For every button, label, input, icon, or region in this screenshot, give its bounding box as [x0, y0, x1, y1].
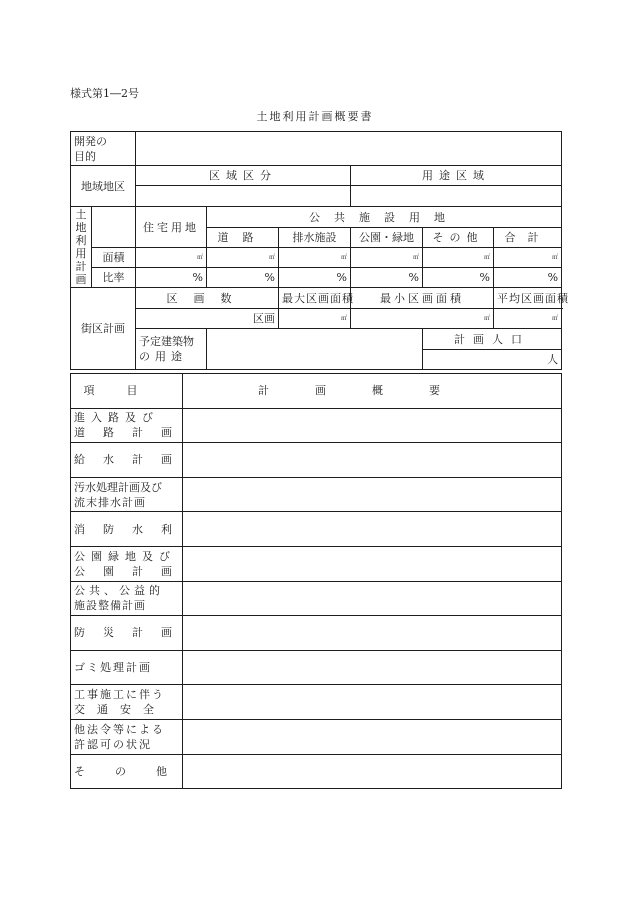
overview-value-cell[interactable] — [183, 443, 562, 478]
use-district-value-cell[interactable] — [351, 186, 562, 207]
drainage-header: 排水施設 — [279, 228, 351, 248]
overview-value-cell[interactable] — [183, 512, 562, 547]
item-label-line: 公園計画 — [74, 564, 190, 578]
overview-value-cell[interactable] — [183, 719, 562, 754]
planned-population-cell[interactable] — [423, 350, 562, 370]
drainage-area-cell[interactable] — [279, 248, 351, 268]
item-header: 項目 — [71, 374, 183, 409]
zone-label: 地域地区 — [71, 166, 136, 207]
purpose-label — [71, 132, 136, 166]
building-use-label — [136, 329, 207, 370]
item-label-line: 公園緑地及び — [74, 549, 176, 563]
avg-area-cell[interactable] — [494, 309, 562, 329]
building-use-line: の用途 — [139, 350, 187, 363]
building-use-line: 予定建築物 — [139, 335, 194, 348]
item-label-line: 汚水処理計画及び — [74, 480, 162, 494]
purpose-value-cell[interactable] — [136, 132, 562, 166]
block-count-header: 区画数 — [136, 288, 279, 309]
public-facility-header: 公共施設用地 — [207, 207, 562, 228]
max-area-cell[interactable] — [279, 309, 351, 329]
sqm-unit: ㎡ — [196, 254, 203, 261]
side-char: 用 — [75, 247, 87, 260]
overview-header: 計画概要 — [183, 374, 562, 409]
item-label — [71, 408, 190, 443]
item-label-line: 許認可の状況 — [74, 737, 152, 751]
sqm-unit: ㎡ — [483, 254, 490, 261]
block-plan-label: 街区計画 — [71, 288, 136, 370]
item-label — [71, 685, 183, 720]
percent-unit: % — [192, 271, 203, 284]
item-label-line: 公共、公益的 — [74, 584, 164, 598]
item-label: その他 — [71, 754, 183, 789]
purpose-label-line: 目的 — [74, 149, 96, 163]
form-number: 様式第1―2号 — [70, 87, 139, 100]
document-title: 土地利用計画概要書 — [256, 110, 374, 123]
min-area-cell[interactable] — [351, 309, 494, 329]
item-label-line: 交通安全 — [74, 703, 166, 717]
overview-value-cell[interactable] — [183, 408, 562, 443]
side-char: 地 — [75, 221, 87, 234]
total-ratio-cell[interactable] — [494, 268, 562, 288]
item-label-line: 他法令等による — [74, 722, 165, 736]
item-label: 消防水利 — [71, 512, 183, 547]
sqm-unit: ㎡ — [483, 315, 490, 322]
percent-unit: % — [547, 271, 559, 284]
road-area-cell[interactable] — [207, 248, 279, 268]
blank-header-cell — [92, 207, 136, 248]
purpose-label-line: 開発の — [74, 134, 107, 148]
residential-area-cell[interactable] — [136, 248, 207, 268]
park-ratio-cell[interactable] — [351, 268, 423, 288]
avg-area-header: 平均区画面積 — [494, 288, 562, 309]
item-label — [71, 477, 183, 512]
sqm-unit: ㎡ — [552, 315, 559, 322]
min-area-header: 最小区画面積 — [351, 288, 494, 309]
item-label: 防災計画 — [71, 616, 183, 651]
total-header: 合計 — [494, 228, 562, 248]
item-label — [71, 719, 183, 754]
residential-ratio-cell[interactable] — [136, 268, 207, 288]
use-district-header: 用途区域 — [351, 166, 562, 186]
item-label — [71, 546, 190, 581]
item-label-line: 進入路及び — [74, 411, 159, 425]
sqm-unit: ㎡ — [340, 254, 347, 261]
other-header: その他 — [423, 228, 494, 248]
overview-value-cell[interactable] — [183, 616, 562, 651]
park-header: 公園・緑地 — [351, 228, 423, 248]
land-use-side-label — [71, 207, 92, 288]
overview-value-cell[interactable] — [183, 477, 562, 512]
road-header: 道路 — [207, 228, 279, 248]
residential-header: 住宅用地 — [136, 207, 207, 248]
sqm-unit: ㎡ — [268, 254, 275, 261]
park-area-cell[interactable] — [351, 248, 423, 268]
side-char: 画 — [75, 273, 87, 286]
block-count-cell[interactable] — [136, 309, 279, 329]
sqm-unit: ㎡ — [412, 254, 419, 261]
item-label-line: 流末排水計画 — [74, 495, 146, 509]
overview-value-cell[interactable] — [183, 685, 562, 720]
block-unit: 区画 — [253, 312, 275, 325]
side-char: 土 — [75, 208, 87, 221]
item-label-line: 施設整備計画 — [74, 599, 146, 613]
drainage-ratio-cell[interactable] — [279, 268, 351, 288]
percent-unit: % — [479, 271, 490, 284]
percent-unit: % — [264, 271, 275, 284]
total-area-cell[interactable] — [494, 248, 562, 268]
overview-value-cell[interactable] — [183, 546, 562, 581]
area-division-value-cell[interactable] — [136, 186, 351, 207]
ratio-label: 比率 — [92, 268, 136, 288]
item-label: 給水計画 — [71, 443, 183, 478]
sqm-unit: ㎡ — [552, 254, 559, 261]
other-ratio-cell[interactable] — [423, 268, 494, 288]
land-use-summary-table — [70, 131, 569, 370]
building-use-value-cell[interactable] — [207, 329, 423, 370]
side-char: 利 — [75, 234, 87, 247]
overview-value-cell[interactable] — [183, 754, 562, 789]
percent-unit: % — [408, 271, 419, 284]
other-area-cell[interactable] — [423, 248, 494, 268]
sqm-unit: ㎡ — [340, 315, 347, 322]
item-label — [71, 581, 183, 616]
item-label-line: 道路計画 — [74, 426, 190, 440]
item-label: ゴミ処理計画 — [71, 650, 183, 685]
overview-value-cell[interactable] — [183, 581, 562, 616]
item-label-line: 工事施工に伴う — [74, 688, 165, 702]
person-unit: 人 — [547, 353, 559, 366]
plan-overview-table — [70, 373, 562, 789]
side-char: 計 — [75, 260, 87, 273]
planned-population-header: 計画人口 — [423, 329, 562, 350]
road-ratio-cell[interactable] — [207, 268, 279, 288]
area-label: 面積 — [92, 248, 136, 268]
max-area-header: 最大区画面積 — [279, 288, 351, 309]
percent-unit: % — [336, 271, 347, 284]
area-division-header: 区域区分 — [136, 166, 351, 186]
overview-value-cell[interactable] — [183, 650, 562, 685]
